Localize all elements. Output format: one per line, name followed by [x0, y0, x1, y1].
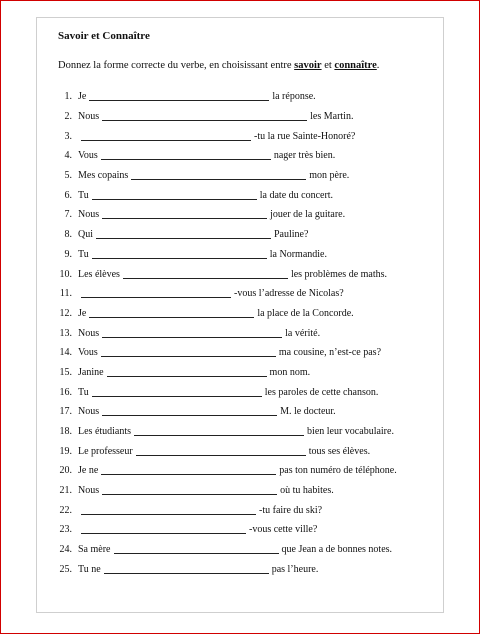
item-subject: Le professeur — [78, 445, 133, 457]
item-subject: Je — [78, 91, 87, 103]
item-remainder: la Normandie. — [269, 248, 327, 260]
answer-blank[interactable] — [102, 415, 277, 416]
item-number: 18. — [59, 426, 72, 438]
exercise-item — [50, 146, 410, 166]
instructions-suffix: . — [376, 60, 380, 71]
answer-blank[interactable] — [101, 474, 276, 475]
answer-blank[interactable] — [89, 100, 269, 101]
answer-blank[interactable] — [131, 179, 306, 180]
item-subject: Les étudiants — [78, 426, 132, 438]
answer-blank[interactable] — [81, 533, 246, 534]
item-subject: Tu — [78, 189, 89, 201]
item-subject: Je ne — [78, 465, 99, 477]
exercise-item — [50, 481, 410, 501]
item-remainder: la vérité. — [285, 327, 321, 339]
answer-blank[interactable] — [136, 455, 306, 456]
item-subject: Les élèves — [78, 268, 120, 280]
item-subject: Nous — [78, 111, 100, 123]
item-subject: Sa mère — [78, 544, 111, 556]
item-remainder: les problèmes de maths. — [290, 268, 388, 280]
item-subject: Tu — [78, 386, 89, 398]
answer-blank[interactable] — [101, 159, 271, 160]
item-subject: Tu ne — [78, 563, 101, 575]
item-number: 17. — [59, 406, 72, 418]
exercise-item — [50, 461, 410, 481]
item-remainder: où tu habites. — [280, 485, 334, 497]
item-number: 10. — [59, 268, 72, 280]
answer-blank[interactable] — [102, 494, 277, 495]
answer-blank[interactable] — [104, 573, 269, 574]
item-number: 9. — [64, 248, 72, 260]
answer-blank[interactable] — [92, 396, 262, 397]
exercise-item — [50, 540, 410, 560]
answer-blank[interactable] — [81, 297, 231, 298]
answer-blank[interactable] — [102, 218, 267, 219]
item-remainder: Pauline? — [274, 229, 309, 241]
instructions-prefix: Donnez la forme correcte du verbe, en choisissant entre — [58, 60, 295, 71]
item-number: 13. — [59, 327, 72, 339]
item-subject: Tu — [78, 248, 89, 260]
answer-blank[interactable] — [107, 376, 267, 377]
item-number: 16. — [59, 386, 72, 398]
item-number: 23. — [59, 524, 72, 536]
item-subject: Janine — [78, 366, 104, 378]
exercise-list — [50, 87, 410, 579]
instructions — [58, 60, 379, 71]
item-number: 5. — [64, 170, 72, 182]
item-number: 2. — [64, 111, 72, 123]
item-number: 7. — [64, 209, 72, 221]
item-remainder: les paroles de cette chanson. — [264, 386, 379, 398]
worksheet-title: Savoir et Connaître — [58, 30, 150, 42]
item-number: 24. — [59, 544, 72, 556]
item-number: 4. — [64, 150, 72, 162]
item-subject: Nous — [78, 485, 100, 497]
instructions-word-connaitre: connaître — [334, 60, 377, 71]
item-remainder: M. le docteur. — [280, 406, 336, 418]
item-remainder: pas l’heure. — [271, 563, 319, 575]
item-remainder: jouer de la guitare. — [270, 209, 346, 221]
item-subject: Vous — [78, 347, 98, 359]
item-subject: Nous — [78, 406, 100, 418]
exercise-item — [50, 166, 410, 186]
item-remainder: -tu faire du ski? — [259, 504, 323, 516]
exercise-item — [50, 264, 410, 284]
exercise-item — [50, 304, 410, 324]
exercise-item — [50, 520, 410, 540]
item-remainder: -vous l’adresse de Nicolas? — [234, 288, 344, 300]
instructions-mid: et — [321, 60, 335, 71]
answer-blank[interactable] — [81, 140, 251, 141]
item-number: 12. — [59, 307, 72, 319]
item-remainder: les Martin. — [310, 111, 354, 123]
item-number: 25. — [59, 563, 72, 575]
item-subject: Vous — [78, 150, 98, 162]
item-remainder: mon nom. — [269, 366, 311, 378]
answer-blank[interactable] — [134, 435, 304, 436]
answer-blank[interactable] — [92, 258, 267, 259]
exercise-item — [50, 343, 410, 363]
item-remainder: la date du concert. — [259, 189, 334, 201]
item-remainder: pas ton numéro de téléphone. — [279, 465, 397, 477]
exercise-item — [50, 441, 410, 461]
item-number: 14. — [59, 347, 72, 359]
answer-blank[interactable] — [123, 278, 288, 279]
item-remainder: bien leur vocabulaire. — [307, 426, 394, 438]
exercise-item — [50, 323, 410, 343]
exercise-item — [50, 126, 410, 146]
answer-blank[interactable] — [114, 553, 279, 554]
exercise-item — [50, 245, 410, 265]
item-remainder: ma cousine, n’est-ce pas? — [278, 347, 382, 359]
item-remainder: que Jean a de bonnes notes. — [281, 544, 393, 556]
item-subject: Je — [78, 307, 87, 319]
item-remainder: mon père. — [309, 170, 350, 182]
exercise-item — [50, 382, 410, 402]
answer-blank[interactable] — [81, 514, 256, 515]
exercise-item — [50, 402, 410, 422]
exercise-item — [50, 87, 410, 107]
item-subject: Qui — [78, 229, 93, 241]
item-number: 15. — [59, 366, 72, 378]
item-number: 19. — [59, 445, 72, 457]
item-subject: Mes copains — [78, 170, 129, 182]
item-number: 22. — [59, 504, 72, 516]
item-remainder: -vous cette ville? — [249, 524, 318, 536]
answer-blank[interactable] — [92, 199, 257, 200]
exercise-item — [50, 225, 410, 245]
answer-blank[interactable] — [102, 120, 307, 121]
item-number: 6. — [64, 189, 72, 201]
item-number: 1. — [64, 91, 72, 103]
item-number: 8. — [64, 229, 72, 241]
item-subject: Nous — [78, 209, 100, 221]
exercise-item — [50, 185, 410, 205]
answer-blank[interactable] — [96, 238, 271, 239]
instructions-word-savoir: savoir — [294, 60, 322, 71]
item-number: 20. — [59, 465, 72, 477]
exercise-item — [50, 363, 410, 383]
item-number: 21. — [59, 485, 72, 497]
answer-blank[interactable] — [89, 317, 254, 318]
item-remainder: -tu la rue Sainte-Honoré? — [254, 130, 356, 142]
exercise-item — [50, 205, 410, 225]
exercise-item — [50, 500, 410, 520]
exercise-item — [50, 284, 410, 304]
answer-blank[interactable] — [102, 337, 282, 338]
answer-blank[interactable] — [101, 356, 276, 357]
exercise-item — [50, 107, 410, 127]
exercise-item — [50, 422, 410, 442]
exercise-item — [50, 560, 410, 580]
item-subject: Nous — [78, 327, 100, 339]
item-number: 11. — [59, 288, 72, 300]
item-remainder: la réponse. — [272, 91, 316, 103]
item-remainder: nager très bien. — [273, 150, 336, 162]
item-remainder: la place de la Concorde. — [257, 307, 354, 319]
item-number: 3. — [64, 130, 72, 142]
item-remainder: tous ses élèves. — [308, 445, 371, 457]
